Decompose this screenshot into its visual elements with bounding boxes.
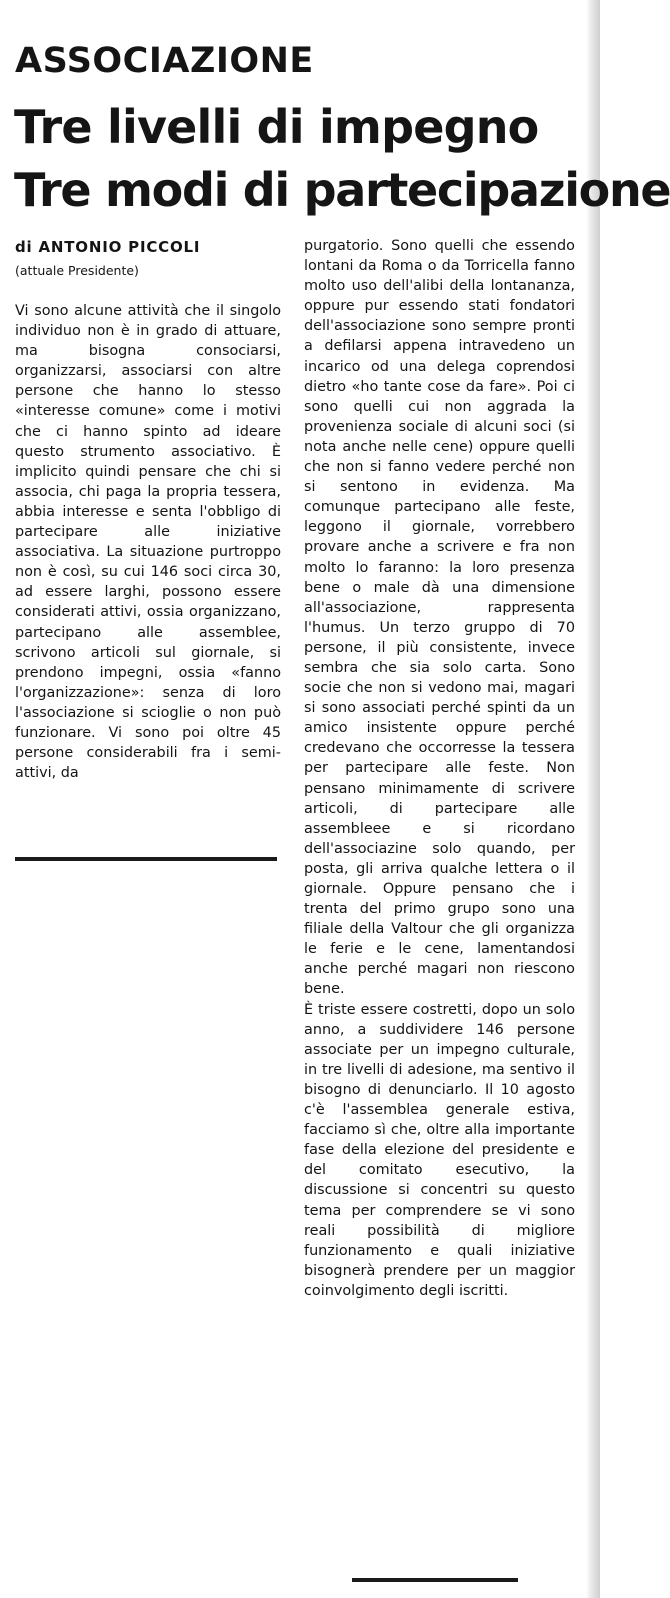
- article-end-rule: [352, 1578, 518, 1582]
- page-edge-shadow: [586, 0, 600, 1598]
- author-byline: di ANTONIO PICCOLI: [15, 238, 201, 256]
- section-kicker: ASSOCIAZIONE: [15, 41, 314, 81]
- article-paragraph: purgatorio. Sono quelli che essendo lontani da Roma o da Torricella fanno molto uso dell'alibi della lontananza, oppure pur essendo stati fondatori dell'associazione sono sempre pronti a defilarsi appena intravedeno un incarico od una delega coprendosi dietro «ho tante cose da fare». Poi ci sono quelli cui non aggrada la provenienza sociale di alcuni soci (si nota anche nelle cene) oppure quelli che non si fanno vedere perché non si sentono in evidenza. Ma comunque partecipano alle feste, leggono il giornale, vorrebbero provare anche a scrivere e fra non molto lo faranno: la loro presenza bene o male dà una dimensione all'associazione, rappresenta l'humus. Un terzo gruppo di 70 persone, il più consistente, invece sembra che sia solo carta. Sono socie che non si vedono mai, magari si sono associati perché spinti da un amico insistente oppure perché credevano che occorresse la tessera per partecipare alle feste. Non pensano minimamente di scrivere articoli, di partecipare alle assembleee e si ricordano dell'associazine solo quando, per posta, gli arriva qualche lettera o il giornale. Oppure pensano che i trenta del primo grupo sono una filiale della Valtour che gli organizza le ferie e le cene, lamentandosi anche perché magari non riescono bene.: [304, 238, 575, 998]
- article-paragraph: È triste essere costretti, dopo un solo anno, a suddividere 146 persone associate per un impegno culturale, in tre livelli di adesione, ma sentivo il bisogno di denunciarlo. Il 10 agosto c'è l'assemblea generale estiva, facciamo sì che, oltre alla importante fase della elezione del presidente e del comitato esecutivo, la discussione si concentri su questo tema per comprendere se vi sono reali possibilità di migliore funzionamento e quali iniziative bisognerà prendere per un maggior coinvolgimento degli iscritti.: [304, 1001, 575, 1299]
- headline-line-2: Tre modi di partecipazione: [14, 163, 670, 217]
- article-column-left: [15, 301, 281, 783]
- column-divider-rule: [15, 857, 277, 861]
- author-role: (attuale Presidente): [15, 263, 139, 278]
- article-paragraph: Vi sono alcune attività che il singolo individuo non è in grado di attuare, ma bisogna consociarsi, organizzarsi, associarsi con altre persone che hanno lo stesso «interesse comune» come i motivi che ci hanno spinto ad ideare questo strumento associativo. È implicito quindi pensare che chi si associa, chi paga la propria tessera, abbia interesse e senta l'obbligo di partecipare alle iniziative associativa. La situazione purtroppo non è così, su cui 146 soci circa 30, ad essere larghi, possono essere considerati attivi, ossia organizzano, partecipano alle assemblee, scrivono articoli sul giornale, si prendono impegni, ossia «fanno l'organizzazione»: senza di loro l'associazione si scioglie o non può funzionare. Vi sono poi oltre 45 persone considerabili fra i semi-attivi, da: [15, 303, 281, 782]
- headline-line-1: Tre livelli di impegno: [14, 100, 539, 154]
- article-column-right: [304, 236, 575, 1301]
